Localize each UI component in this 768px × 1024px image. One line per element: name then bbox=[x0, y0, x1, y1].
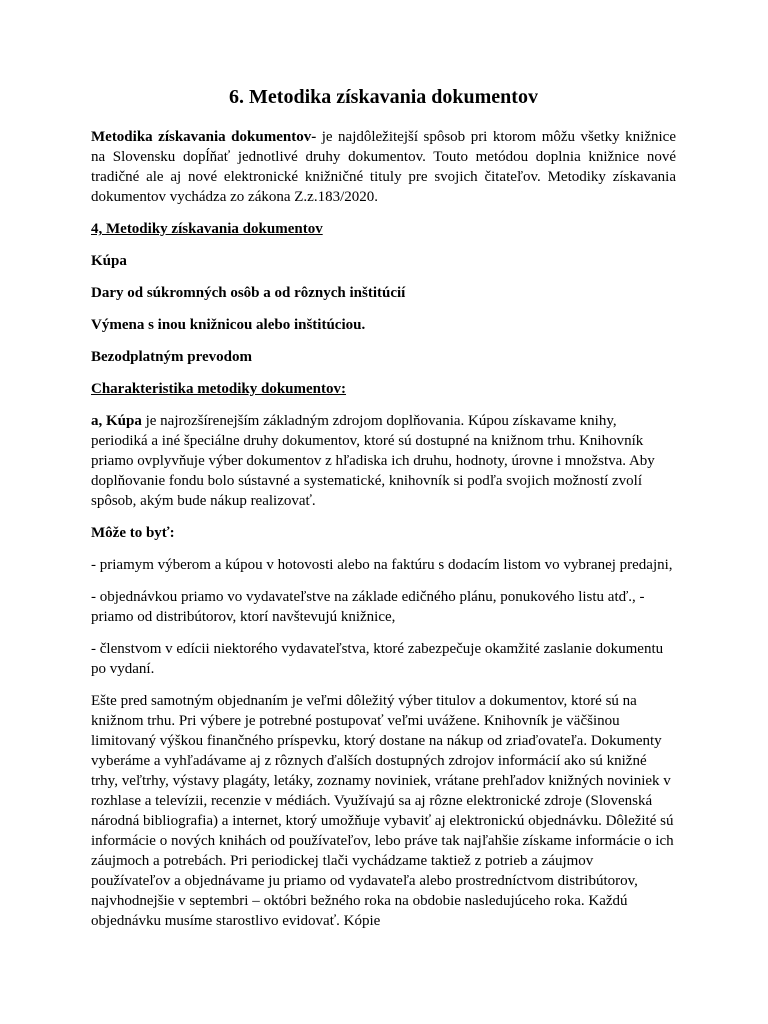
option-item: - členstvom v edícii niektorého vydavateľstva, ktoré zabezpečuje okamžité zaslanie dokumentu po vydaní. bbox=[91, 641, 664, 677]
document-title: 6. Metodika získavania dokumentov bbox=[229, 86, 538, 108]
method-item-vymena: Výmena s inou knižnicou alebo inštitúciou. bbox=[91, 317, 366, 333]
intro-lead: Metodika získavania dokumentov- bbox=[91, 129, 317, 145]
characteristics-heading: Charakteristika metodiky dokumentov: bbox=[91, 381, 347, 397]
method-item-dary: Dary od súkromných osôb a od rôznych inštitúcií bbox=[91, 285, 406, 301]
intro-paragraph bbox=[91, 127, 676, 207]
intro-text: je najdôležitejší spôsob pri ktorom môžu všetky knižnice na Slovensku dopĺňať jednotlivé druhy dokumentov. Touto metódou doplnia knižnice nové tradičné ale aj nové elektronické knižničné tituly pre svojich čitateľov. Metodiky získavania dokumentov vychádza zo zákona Z.z.183/2020. bbox=[91, 129, 676, 205]
final-paragraph: Ešte pred samotným objednaním je veľmi dôležitý výber titulov a dokumentov, ktoré sú na knižnom trhu. Pri výbere je potrebné postupovať veľmi uvážene. Knihovník je väčšinou limitovaný výškou finančného príspevku, ktorý dostane na nákup od zriaďovateľa. Dokumenty vyberáme a vyhľadávame aj z rôznych ďalších dostupných zdrojov informácií ako sú knižné trhy, veľtrhy, výstavy plagáty, letáky, zoznamy noviniek, vrátane prehľadov knižných noviniek v rozhlase a televízii, recenzie v médiách. Využívajú sa aj rôzne elektronické zdroje (Slovenská národná bibliografia) a internet, ktorý umožňuje vybaviť aj elektronickú objednávku. Dôležité sú informácie o nových knihách od používateľov, lebo práve tak najľahšie získame informácie o ich záujmoch a potrebách. Pri periodickej tlači vychádzame taktiež z potrieb a záujmov používateľov a objednávame ju priamo od vydavateľa alebo prostredníctvom distribútorov, najvhodnejšie v septembri – októbri bežného roka na obdobie nasledujúceho roka. Každú objednávku musíme starostlivo evidovať. Kópie bbox=[91, 693, 674, 929]
section-heading: 4, Metodiky získavania dokumentov bbox=[91, 221, 323, 237]
may-be-heading: Môže to byť: bbox=[91, 525, 175, 541]
document-page bbox=[91, 84, 676, 943]
option-item: - priamym výberom a kúpou v hotovosti alebo na faktúru s dodacím listom vo vybranej predajni, bbox=[91, 557, 673, 573]
kupa-lead: a, Kúpa bbox=[91, 413, 142, 429]
method-item-kupa: Kúpa bbox=[91, 253, 127, 269]
option-item: - objednávkou priamo vo vydavateľstve na základe edičného plánu, ponukového listu atď., - priamo od distribútorov, ktorí navštevujú knižnice, bbox=[91, 589, 645, 625]
method-item-prevod: Bezodplatným prevodom bbox=[91, 349, 252, 365]
kupa-text: je najrozšírenejším základným zdrojom doplňovania. Kúpou získavame knihy, periodiká a iné špeciálne druhy dokumentov, ktoré sú dostupné na knižnom trhu. Knihovník priamo ovplyvňuje výber dokumentov z hľadiska ich druhu, hodnoty, úrovne i množstva. Aby doplňovanie fondu bolo sústavné a systematické, knihovník si podľa svojich možností zvolí spôsob, akým bude nákup realizovať. bbox=[91, 413, 655, 509]
kupa-paragraph bbox=[91, 411, 676, 511]
